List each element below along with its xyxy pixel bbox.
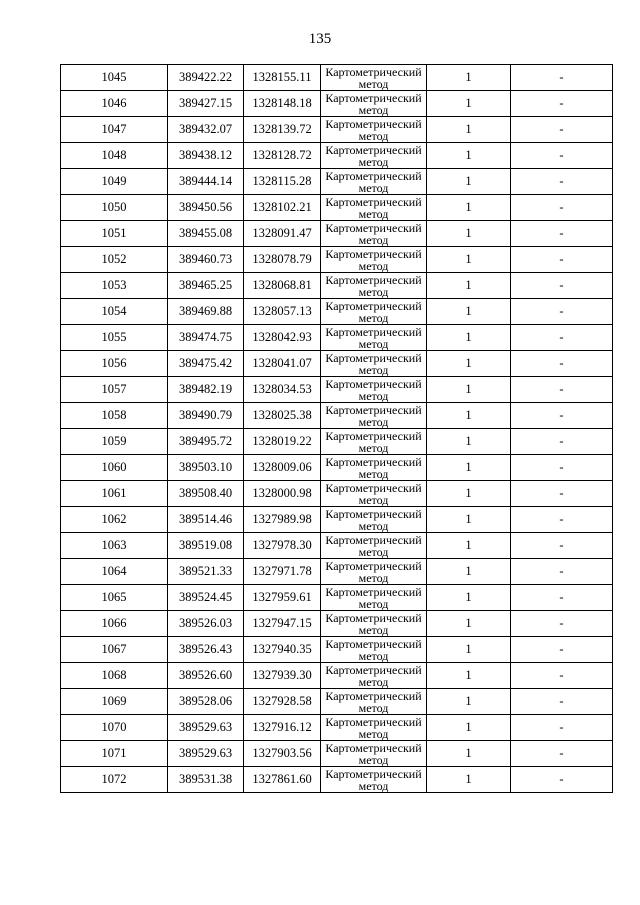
description-cell: - xyxy=(511,403,613,429)
accuracy-cell: 1 xyxy=(427,299,511,325)
accuracy-cell: 1 xyxy=(427,637,511,663)
x-coordinate-cell: 389465.25 xyxy=(168,273,244,299)
point-number-cell: 1060 xyxy=(61,455,168,481)
accuracy-cell: 1 xyxy=(427,91,511,117)
description-cell: - xyxy=(511,377,613,403)
description-cell: - xyxy=(511,169,613,195)
table-row xyxy=(61,169,613,195)
point-number-cell: 1071 xyxy=(61,741,168,767)
method-cell: Картометрический метод xyxy=(321,507,427,533)
description-cell: - xyxy=(511,143,613,169)
x-coordinate-cell: 389508.40 xyxy=(168,481,244,507)
method-cell: Картометрический метод xyxy=(321,429,427,455)
method-cell: Картометрический метод xyxy=(321,481,427,507)
description-cell: - xyxy=(511,767,613,793)
method-cell: Картометрический метод xyxy=(321,91,427,117)
accuracy-cell: 1 xyxy=(427,533,511,559)
y-coordinate-cell: 1328025.38 xyxy=(244,403,321,429)
method-cell: Картометрический метод xyxy=(321,715,427,741)
accuracy-cell: 1 xyxy=(427,247,511,273)
table-row xyxy=(61,195,613,221)
point-number-cell: 1065 xyxy=(61,585,168,611)
description-cell: - xyxy=(511,351,613,377)
accuracy-cell: 1 xyxy=(427,455,511,481)
y-coordinate-cell: 1328128.72 xyxy=(244,143,321,169)
page-number: 135 xyxy=(308,31,332,47)
table-row xyxy=(61,65,613,91)
point-number-cell: 1055 xyxy=(61,325,168,351)
x-coordinate-cell: 389526.60 xyxy=(168,663,244,689)
point-number-cell: 1070 xyxy=(61,715,168,741)
table-row xyxy=(61,663,613,689)
method-cell: Картометрический метод xyxy=(321,689,427,715)
y-coordinate-cell: 1328091.47 xyxy=(244,221,321,247)
table-row xyxy=(61,299,613,325)
y-coordinate-cell: 1328078.79 xyxy=(244,247,321,273)
y-coordinate-cell: 1328102.21 xyxy=(244,195,321,221)
description-cell: - xyxy=(511,247,613,273)
accuracy-cell: 1 xyxy=(427,767,511,793)
method-cell: Картометрический метод xyxy=(321,351,427,377)
point-number-cell: 1059 xyxy=(61,429,168,455)
point-number-cell: 1046 xyxy=(61,91,168,117)
x-coordinate-cell: 389475.42 xyxy=(168,351,244,377)
point-number-cell: 1072 xyxy=(61,767,168,793)
accuracy-cell: 1 xyxy=(427,221,511,247)
accuracy-cell: 1 xyxy=(427,143,511,169)
y-coordinate-cell: 1328139.72 xyxy=(244,117,321,143)
description-cell: - xyxy=(511,507,613,533)
description-cell: - xyxy=(511,429,613,455)
y-coordinate-cell: 1328155.11 xyxy=(244,65,321,91)
method-cell: Картометрический метод xyxy=(321,611,427,637)
method-cell: Картометрический метод xyxy=(321,247,427,273)
point-number-cell: 1068 xyxy=(61,663,168,689)
method-cell: Картометрический метод xyxy=(321,585,427,611)
x-coordinate-cell: 389529.63 xyxy=(168,741,244,767)
accuracy-cell: 1 xyxy=(427,715,511,741)
x-coordinate-cell: 389531.38 xyxy=(168,767,244,793)
table-row xyxy=(61,533,613,559)
table-row xyxy=(61,221,613,247)
point-number-cell: 1058 xyxy=(61,403,168,429)
accuracy-cell: 1 xyxy=(427,65,511,91)
method-cell: Картометрический метод xyxy=(321,273,427,299)
method-cell: Картометрический метод xyxy=(321,117,427,143)
description-cell: - xyxy=(511,455,613,481)
y-coordinate-cell: 1327959.61 xyxy=(244,585,321,611)
y-coordinate-cell: 1328042.93 xyxy=(244,325,321,351)
description-cell: - xyxy=(511,273,613,299)
method-cell: Картометрический метод xyxy=(321,325,427,351)
table-row xyxy=(61,247,613,273)
x-coordinate-cell: 389503.10 xyxy=(168,455,244,481)
accuracy-cell: 1 xyxy=(427,403,511,429)
accuracy-cell: 1 xyxy=(427,351,511,377)
accuracy-cell: 1 xyxy=(427,689,511,715)
table-row xyxy=(61,455,613,481)
x-coordinate-cell: 389474.75 xyxy=(168,325,244,351)
table-row xyxy=(61,715,613,741)
y-coordinate-cell: 1327989.98 xyxy=(244,507,321,533)
description-cell: - xyxy=(511,533,613,559)
table-row xyxy=(61,91,613,117)
x-coordinate-cell: 389526.43 xyxy=(168,637,244,663)
point-number-cell: 1051 xyxy=(61,221,168,247)
x-coordinate-cell: 389528.06 xyxy=(168,689,244,715)
x-coordinate-cell: 389455.08 xyxy=(168,221,244,247)
y-coordinate-cell: 1328019.22 xyxy=(244,429,321,455)
table-row xyxy=(61,767,613,793)
table-row xyxy=(61,481,613,507)
method-cell: Картометрический метод xyxy=(321,195,427,221)
accuracy-cell: 1 xyxy=(427,429,511,455)
table-row xyxy=(61,325,613,351)
description-cell: - xyxy=(511,65,613,91)
method-cell: Картометрический метод xyxy=(321,455,427,481)
y-coordinate-cell: 1328115.28 xyxy=(244,169,321,195)
y-coordinate-cell: 1327903.56 xyxy=(244,741,321,767)
description-cell: - xyxy=(511,585,613,611)
x-coordinate-cell: 389469.88 xyxy=(168,299,244,325)
table-row xyxy=(61,507,613,533)
method-cell: Картометрический метод xyxy=(321,65,427,91)
accuracy-cell: 1 xyxy=(427,611,511,637)
y-coordinate-cell: 1328009.06 xyxy=(244,455,321,481)
y-coordinate-cell: 1327928.58 xyxy=(244,689,321,715)
x-coordinate-cell: 389427.15 xyxy=(168,91,244,117)
description-cell: - xyxy=(511,741,613,767)
method-cell: Картометрический метод xyxy=(321,559,427,585)
y-coordinate-cell: 1328057.13 xyxy=(244,299,321,325)
table-row xyxy=(61,637,613,663)
point-number-cell: 1056 xyxy=(61,351,168,377)
description-cell: - xyxy=(511,663,613,689)
point-number-cell: 1069 xyxy=(61,689,168,715)
description-cell: - xyxy=(511,689,613,715)
x-coordinate-cell: 389519.08 xyxy=(168,533,244,559)
point-number-cell: 1052 xyxy=(61,247,168,273)
table-row xyxy=(61,689,613,715)
x-coordinate-cell: 389444.14 xyxy=(168,169,244,195)
accuracy-cell: 1 xyxy=(427,741,511,767)
point-number-cell: 1057 xyxy=(61,377,168,403)
description-cell: - xyxy=(511,325,613,351)
table-row xyxy=(61,585,613,611)
point-number-cell: 1063 xyxy=(61,533,168,559)
point-number-cell: 1061 xyxy=(61,481,168,507)
y-coordinate-cell: 1327947.15 xyxy=(244,611,321,637)
method-cell: Картометрический метод xyxy=(321,533,427,559)
x-coordinate-cell: 389529.63 xyxy=(168,715,244,741)
accuracy-cell: 1 xyxy=(427,169,511,195)
point-number-cell: 1066 xyxy=(61,611,168,637)
table-row xyxy=(61,143,613,169)
x-coordinate-cell: 389450.56 xyxy=(168,195,244,221)
point-number-cell: 1048 xyxy=(61,143,168,169)
point-number-cell: 1054 xyxy=(61,299,168,325)
point-number-cell: 1047 xyxy=(61,117,168,143)
table-row xyxy=(61,741,613,767)
point-number-cell: 1050 xyxy=(61,195,168,221)
table-row xyxy=(61,611,613,637)
method-cell: Картометрический метод xyxy=(321,221,427,247)
method-cell: Картометрический метод xyxy=(321,663,427,689)
accuracy-cell: 1 xyxy=(427,663,511,689)
x-coordinate-cell: 389495.72 xyxy=(168,429,244,455)
description-cell: - xyxy=(511,611,613,637)
x-coordinate-cell: 389422.22 xyxy=(168,65,244,91)
point-number-cell: 1067 xyxy=(61,637,168,663)
method-cell: Картометрический метод xyxy=(321,169,427,195)
method-cell: Картометрический метод xyxy=(321,377,427,403)
description-cell: - xyxy=(511,299,613,325)
y-coordinate-cell: 1327940.35 xyxy=(244,637,321,663)
description-cell: - xyxy=(511,481,613,507)
y-coordinate-cell: 1328000.98 xyxy=(244,481,321,507)
y-coordinate-cell: 1327916.12 xyxy=(244,715,321,741)
table-row xyxy=(61,403,613,429)
y-coordinate-cell: 1327939.30 xyxy=(244,663,321,689)
description-cell: - xyxy=(511,559,613,585)
description-cell: - xyxy=(511,195,613,221)
point-number-cell: 1049 xyxy=(61,169,168,195)
method-cell: Картометрический метод xyxy=(321,299,427,325)
x-coordinate-cell: 389482.19 xyxy=(168,377,244,403)
accuracy-cell: 1 xyxy=(427,377,511,403)
y-coordinate-cell: 1328148.18 xyxy=(244,91,321,117)
y-coordinate-cell: 1327971.78 xyxy=(244,559,321,585)
accuracy-cell: 1 xyxy=(427,507,511,533)
accuracy-cell: 1 xyxy=(427,481,511,507)
accuracy-cell: 1 xyxy=(427,325,511,351)
method-cell: Картометрический метод xyxy=(321,143,427,169)
accuracy-cell: 1 xyxy=(427,195,511,221)
x-coordinate-cell: 389514.46 xyxy=(168,507,244,533)
x-coordinate-cell: 389524.45 xyxy=(168,585,244,611)
coordinates-table xyxy=(60,64,613,793)
point-number-cell: 1053 xyxy=(61,273,168,299)
method-cell: Картометрический метод xyxy=(321,403,427,429)
x-coordinate-cell: 389460.73 xyxy=(168,247,244,273)
accuracy-cell: 1 xyxy=(427,273,511,299)
x-coordinate-cell: 389521.33 xyxy=(168,559,244,585)
method-cell: Картометрический метод xyxy=(321,767,427,793)
x-coordinate-cell: 389490.79 xyxy=(168,403,244,429)
description-cell: - xyxy=(511,715,613,741)
description-cell: - xyxy=(511,91,613,117)
table-row xyxy=(61,351,613,377)
method-cell: Картометрический метод xyxy=(321,741,427,767)
point-number-cell: 1062 xyxy=(61,507,168,533)
table-row xyxy=(61,429,613,455)
table-row xyxy=(61,559,613,585)
description-cell: - xyxy=(511,637,613,663)
accuracy-cell: 1 xyxy=(427,585,511,611)
x-coordinate-cell: 389438.12 xyxy=(168,143,244,169)
description-cell: - xyxy=(511,221,613,247)
point-number-cell: 1045 xyxy=(61,65,168,91)
table-row xyxy=(61,273,613,299)
x-coordinate-cell: 389526.03 xyxy=(168,611,244,637)
y-coordinate-cell: 1328034.53 xyxy=(244,377,321,403)
accuracy-cell: 1 xyxy=(427,559,511,585)
y-coordinate-cell: 1327978.30 xyxy=(244,533,321,559)
table-row xyxy=(61,117,613,143)
accuracy-cell: 1 xyxy=(427,117,511,143)
method-cell: Картометрический метод xyxy=(321,637,427,663)
table-body xyxy=(61,65,613,793)
point-number-cell: 1064 xyxy=(61,559,168,585)
table-row xyxy=(61,377,613,403)
y-coordinate-cell: 1328041.07 xyxy=(244,351,321,377)
x-coordinate-cell: 389432.07 xyxy=(168,117,244,143)
description-cell: - xyxy=(511,117,613,143)
y-coordinate-cell: 1327861.60 xyxy=(244,767,321,793)
y-coordinate-cell: 1328068.81 xyxy=(244,273,321,299)
